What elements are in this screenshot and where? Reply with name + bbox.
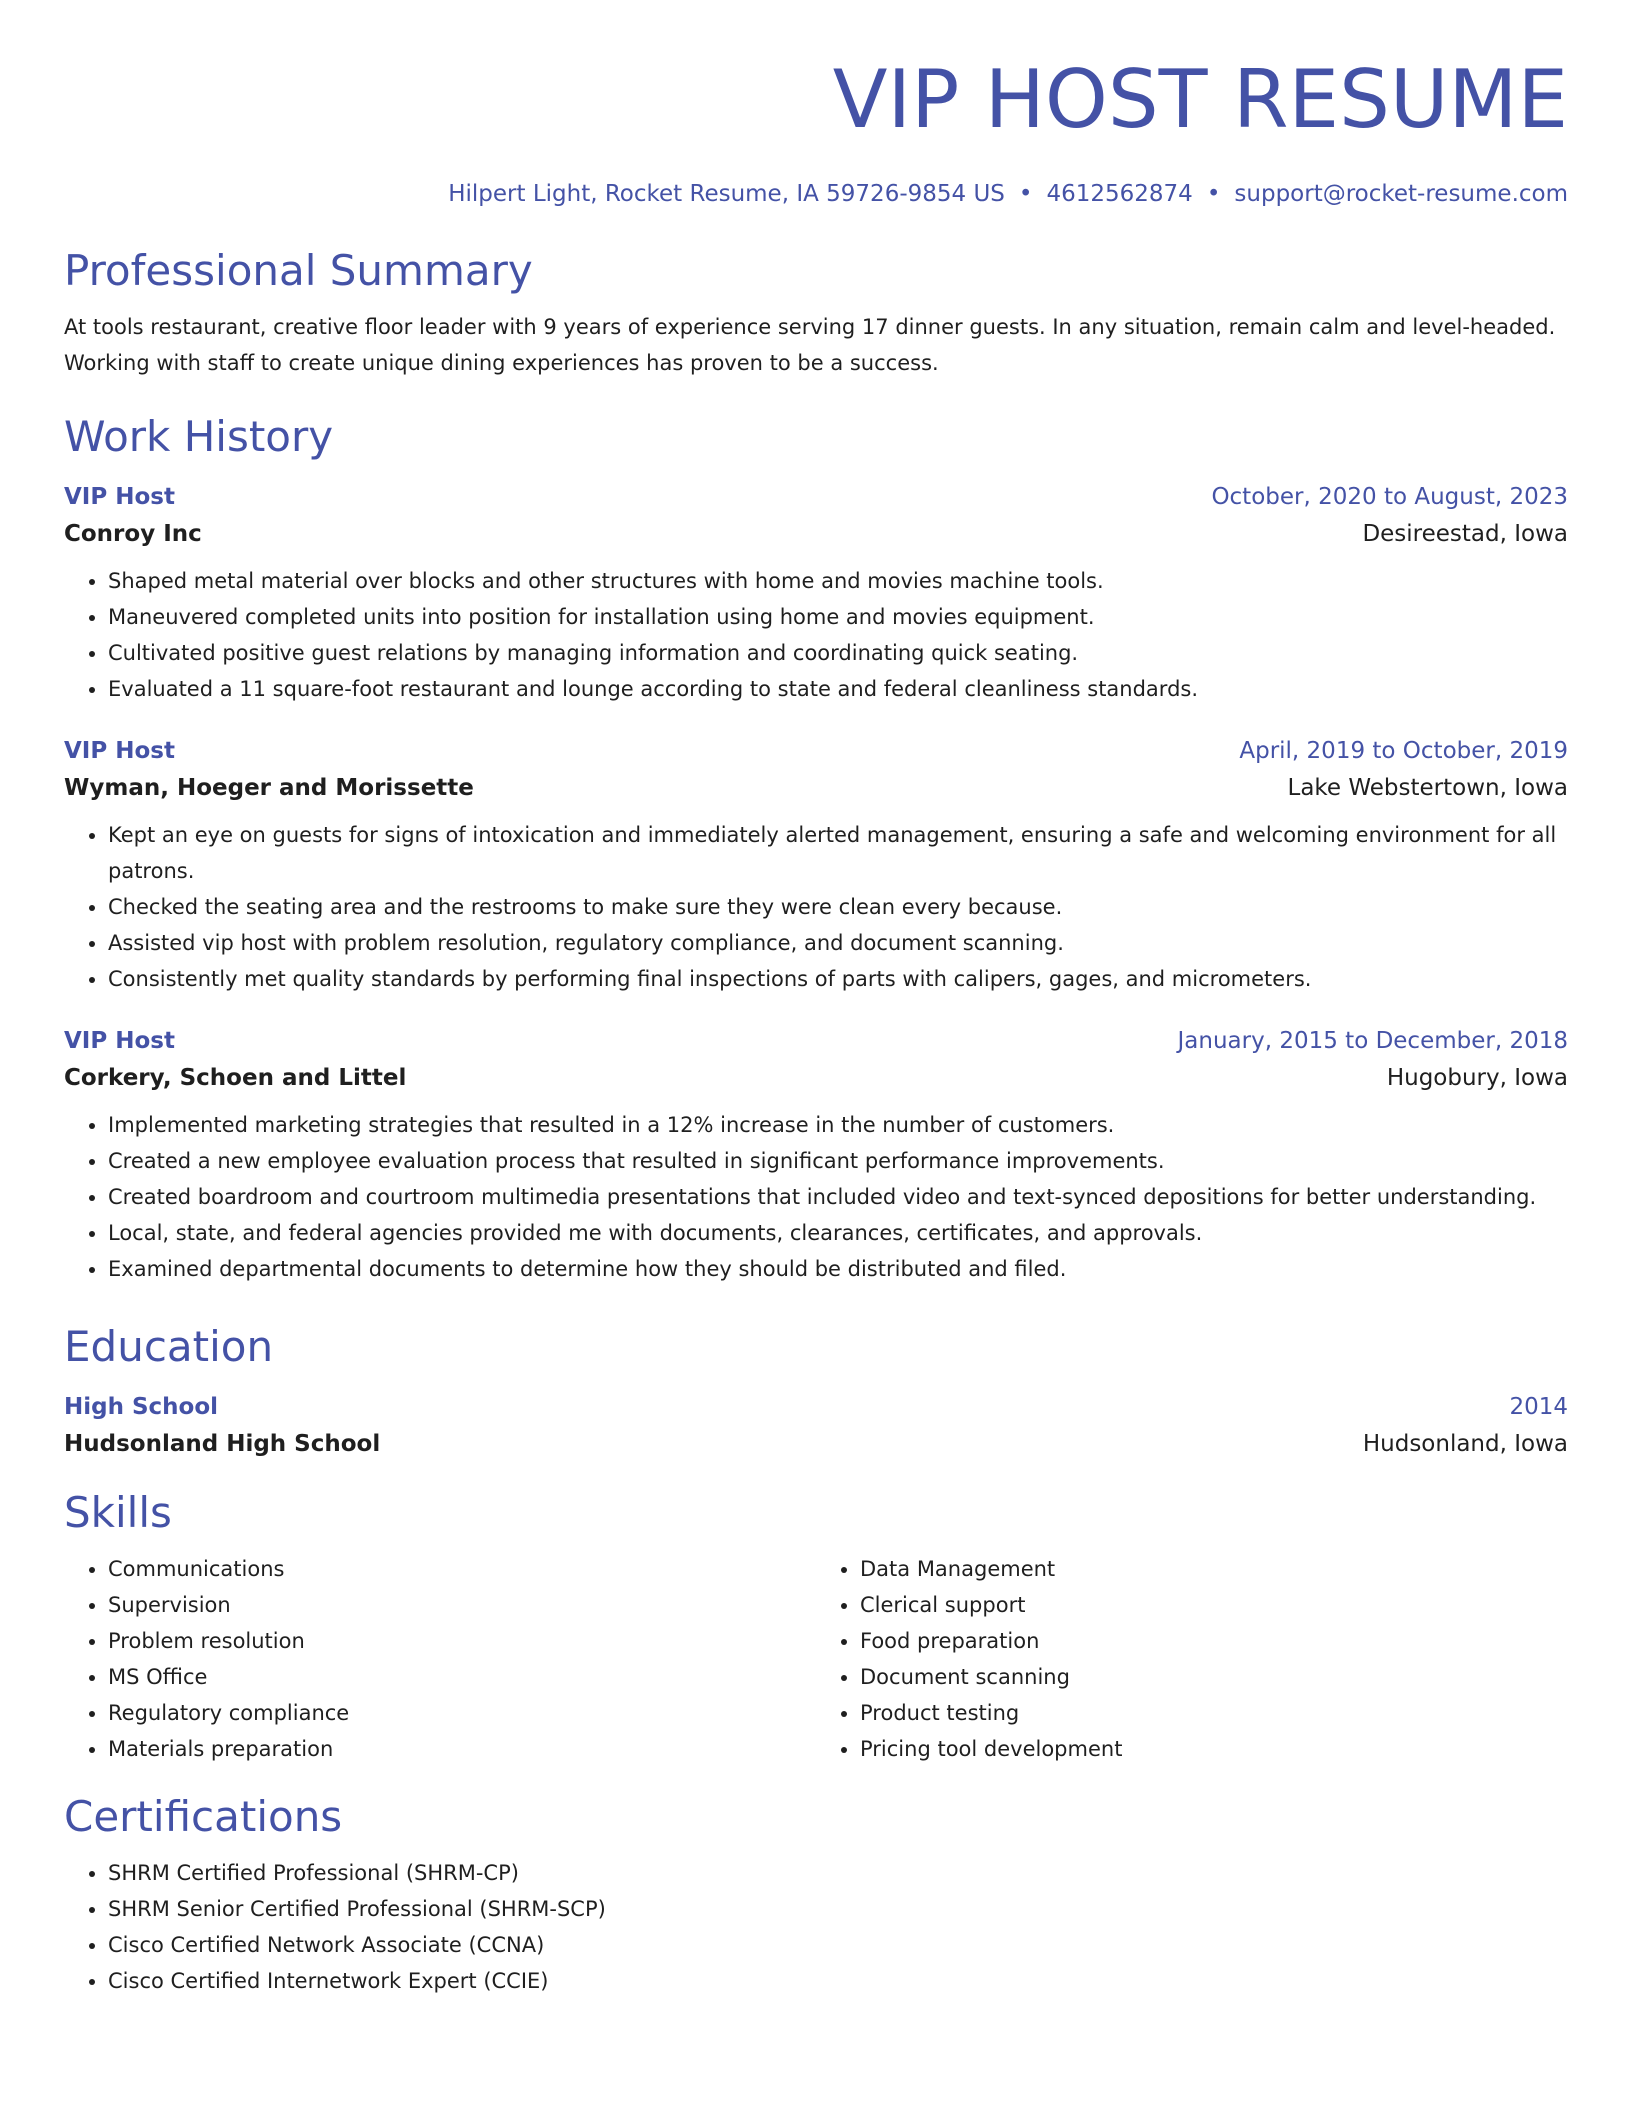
summary-heading: Professional Summary bbox=[64, 246, 533, 295]
job-bullet: • Assisted vip host with problem resolution, regulatory compliance, and document scanning. bbox=[108, 925, 1568, 961]
job-title: VIP Host bbox=[64, 484, 175, 510]
job-title: VIP Host bbox=[64, 1028, 175, 1054]
job-company: Wyman, Hoeger and Morissette bbox=[64, 775, 474, 801]
job-location: Hugobury, Iowa bbox=[1386, 1065, 1568, 1091]
job-title: VIP Host bbox=[64, 738, 175, 764]
job-bullets bbox=[64, 563, 1568, 707]
skills-grid bbox=[64, 1551, 1568, 1767]
job-company: Corkery, Schoen and Littel bbox=[64, 1065, 407, 1091]
skill-item: • Pricing tool development bbox=[860, 1731, 1568, 1767]
job-bullets bbox=[64, 1107, 1568, 1287]
job-entry bbox=[64, 733, 1568, 997]
job-company: Conroy Inc bbox=[64, 521, 202, 547]
skill-item: • Supervision bbox=[108, 1587, 816, 1623]
resume-title: VIP HOST RESUME bbox=[832, 53, 1568, 146]
skill-item: • Data Management bbox=[860, 1551, 1568, 1587]
certification-item: • SHRM Senior Certified Professional (SHRM-SCP) bbox=[108, 1891, 1568, 1927]
education-year: 2014 bbox=[1509, 1394, 1568, 1420]
contact-phone: 4612562874 bbox=[1046, 181, 1193, 207]
job-bullet: • Consistently met quality standards by performing final inspections of parts with calipers, gages, and micrometers. bbox=[108, 961, 1568, 997]
certifications-list bbox=[64, 1855, 1568, 1999]
job-bullet: • Maneuvered completed units into position for installation using home and movies equipment. bbox=[108, 599, 1568, 635]
job-bullet: • Examined departmental documents to determine how they should be distributed and filed. bbox=[108, 1251, 1568, 1287]
skill-item: • Regulatory compliance bbox=[108, 1695, 816, 1731]
job-entry bbox=[64, 1023, 1568, 1287]
skills-heading: Skills bbox=[64, 1488, 172, 1537]
job-bullets bbox=[64, 817, 1568, 997]
certifications-heading: Certifications bbox=[64, 1792, 343, 1841]
skills-column-right bbox=[816, 1551, 1568, 1767]
job-bullet: • Evaluated a 11 square-foot restaurant and lounge according to state and federal cleanliness standards. bbox=[108, 671, 1568, 707]
job-bullet: • Kept an eye on guests for signs of intoxication and immediately alerted management, ensuring a safe and welcoming environment for all patrons. bbox=[108, 817, 1568, 889]
job-location: Desireestad, Iowa bbox=[1362, 521, 1568, 547]
job-dates: April, 2019 to October, 2019 bbox=[1239, 738, 1568, 764]
job-bullet: • Implemented marketing strategies that resulted in a 12% increase in the number of customers. bbox=[108, 1107, 1568, 1143]
skill-item: • Product testing bbox=[860, 1695, 1568, 1731]
job-bullet: • Shaped metal material over blocks and other structures with home and movies machine tools. bbox=[108, 563, 1568, 599]
job-bullet: • Created boardroom and courtroom multimedia presentations that included video and text-synced depositions for better understanding. bbox=[108, 1179, 1568, 1215]
job-bullet: • Local, state, and federal agencies provided me with documents, clearances, certificates, and approvals. bbox=[108, 1215, 1568, 1251]
certification-item: • Cisco Certified Internetwork Expert (CCIE) bbox=[108, 1963, 1568, 1999]
education-entry bbox=[64, 1389, 1568, 1463]
contact-separator: • bbox=[1206, 181, 1221, 207]
skill-item: • Materials preparation bbox=[108, 1731, 816, 1767]
skill-item: • Problem resolution bbox=[108, 1623, 816, 1659]
education-heading: Education bbox=[64, 1322, 274, 1371]
contact-email: support@rocket-resume.com bbox=[1234, 181, 1568, 207]
certification-item: • Cisco Certified Network Associate (CCNA) bbox=[108, 1927, 1568, 1963]
contact-address: Hilpert Light, Rocket Resume, IA 59726-9854 US bbox=[448, 181, 1005, 207]
summary-text: At tools restaurant, creative floor leader with 9 years of experience serving 17 dinner guests. In any situation, remain calm and level-headed. Working with staff to create unique dining experiences has proven to be a success. bbox=[64, 315, 1556, 375]
skill-item: • Communications bbox=[108, 1551, 816, 1587]
job-bullet: • Checked the seating area and the restrooms to make sure they were clean every because. bbox=[108, 889, 1568, 925]
job-dates: October, 2020 to August, 2023 bbox=[1211, 484, 1568, 510]
skills-column-left bbox=[64, 1551, 816, 1767]
job-location: Lake Webstertown, Iowa bbox=[1287, 775, 1568, 801]
skill-item: • Document scanning bbox=[860, 1659, 1568, 1695]
education-degree: High School bbox=[64, 1394, 219, 1420]
skill-item: • MS Office bbox=[108, 1659, 816, 1695]
job-dates: January, 2015 to December, 2018 bbox=[1177, 1028, 1568, 1054]
job-entry bbox=[64, 479, 1568, 707]
education-school: Hudsonland High School bbox=[64, 1431, 381, 1457]
job-bullet: • Created a new employee evaluation process that resulted in significant performance improvements. bbox=[108, 1143, 1568, 1179]
skill-item: • Food preparation bbox=[860, 1623, 1568, 1659]
education-location: Hudsonland, Iowa bbox=[1362, 1431, 1568, 1457]
contact-line bbox=[64, 179, 1568, 209]
job-bullet: • Cultivated positive guest relations by managing information and coordinating quick seating. bbox=[108, 635, 1568, 671]
contact-separator: • bbox=[1018, 181, 1033, 207]
skill-item: • Clerical support bbox=[860, 1587, 1568, 1623]
work-history-heading: Work History bbox=[64, 412, 334, 461]
certification-item: • SHRM Certified Professional (SHRM-CP) bbox=[108, 1855, 1568, 1891]
